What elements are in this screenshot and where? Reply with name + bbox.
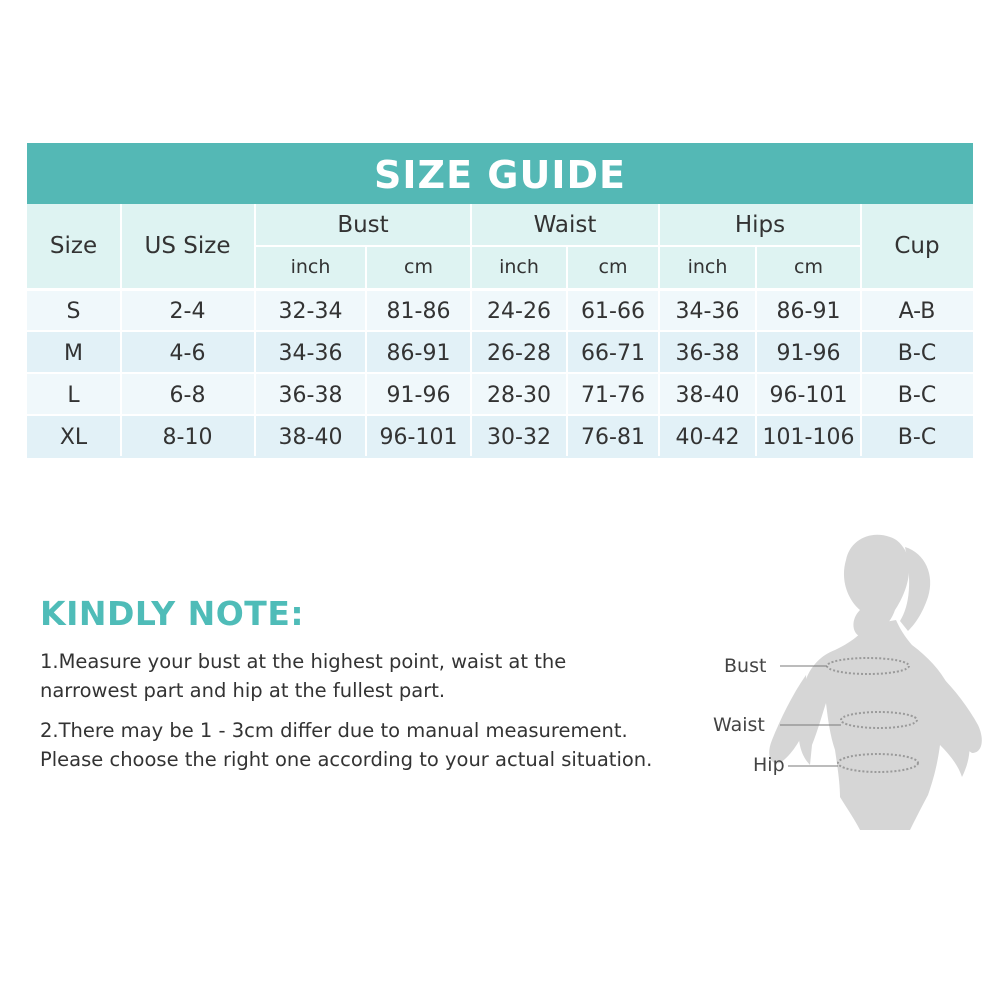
note-title: KINDLY NOTE:: [40, 594, 305, 633]
cell-cup: B-C: [861, 374, 973, 416]
subheader-waist-inch: inch: [471, 246, 567, 288]
header-size: Size: [27, 204, 120, 288]
subheader-hips-cm: cm: [756, 246, 861, 288]
cell-bust-inch: 36-38: [255, 374, 366, 416]
cell-bust-cm: 81-86: [366, 290, 471, 332]
cell-hips-cm: 86-91: [756, 290, 861, 332]
cell-waist-inch: 28-30: [471, 374, 567, 416]
size-guide-title: SIZE GUIDE: [27, 143, 973, 204]
cell-bust-cm: 86-91: [366, 332, 471, 374]
header-hips: Hips: [659, 204, 861, 246]
cell-us-size: 2-4: [120, 290, 255, 332]
cell-us-size: 8-10: [120, 416, 255, 458]
cell-size: L: [27, 374, 120, 416]
cell-size: M: [27, 332, 120, 374]
cell-bust-inch: 34-36: [255, 332, 366, 374]
gridline: [27, 288, 973, 291]
waist-label: Waist: [713, 714, 765, 736]
cell-us-size: 6-8: [120, 374, 255, 416]
hip-label: Hip: [753, 754, 785, 776]
measurement-figure: [700, 525, 990, 835]
cell-cup: B-C: [861, 332, 973, 374]
cell-waist-inch: 24-26: [471, 290, 567, 332]
cell-waist-cm: 76-81: [567, 416, 659, 458]
gridline: [255, 245, 861, 247]
cell-hips-inch: 40-42: [659, 416, 756, 458]
cell-cup: A-B: [861, 290, 973, 332]
cell-hips-inch: 38-40: [659, 374, 756, 416]
cell-cup: B-C: [861, 416, 973, 458]
gridline: [27, 330, 973, 332]
cell-hips-cm: 91-96: [756, 332, 861, 374]
note-line: 2.There may be 1 - 3cm differ due to manual measurement.: [40, 719, 628, 742]
cell-hips-cm: 101-106: [756, 416, 861, 458]
gridline: [566, 246, 568, 456]
note-line: 1.Measure your bust at the highest point, waist at the: [40, 650, 567, 673]
cell-bust-inch: 32-34: [255, 290, 366, 332]
subheader-bust-cm: cm: [366, 246, 471, 288]
cell-waist-inch: 30-32: [471, 416, 567, 458]
subheader-hips-inch: inch: [659, 246, 756, 288]
bust-label: Bust: [724, 655, 767, 677]
subheader-waist-cm: cm: [567, 246, 659, 288]
gridline: [755, 246, 757, 456]
cell-bust-cm: 91-96: [366, 374, 471, 416]
cell-bust-cm: 96-101: [366, 416, 471, 458]
cell-waist-inch: 26-28: [471, 332, 567, 374]
header-cup: Cup: [861, 204, 973, 288]
gridline: [27, 372, 973, 374]
cell-size: XL: [27, 416, 120, 458]
cell-bust-inch: 38-40: [255, 416, 366, 458]
body-silhouette-icon: [700, 525, 990, 835]
cell-hips-cm: 96-101: [756, 374, 861, 416]
gridline: [365, 246, 367, 456]
header-us-size: US Size: [120, 204, 255, 288]
cell-waist-cm: 66-71: [567, 332, 659, 374]
cell-size: S: [27, 290, 120, 332]
note-line: Please choose the right one according to your actual situation.: [40, 748, 653, 771]
subheader-bust-inch: inch: [255, 246, 366, 288]
size-guide-table: [27, 143, 973, 456]
note-line: narrowest part and hip at the fullest part.: [40, 679, 446, 702]
cell-hips-inch: 34-36: [659, 290, 756, 332]
header-waist: Waist: [471, 204, 659, 246]
cell-waist-cm: 61-66: [567, 290, 659, 332]
header-bust: Bust: [255, 204, 471, 246]
cell-us-size: 4-6: [120, 332, 255, 374]
gridline: [27, 414, 973, 416]
cell-hips-inch: 36-38: [659, 332, 756, 374]
cell-waist-cm: 71-76: [567, 374, 659, 416]
